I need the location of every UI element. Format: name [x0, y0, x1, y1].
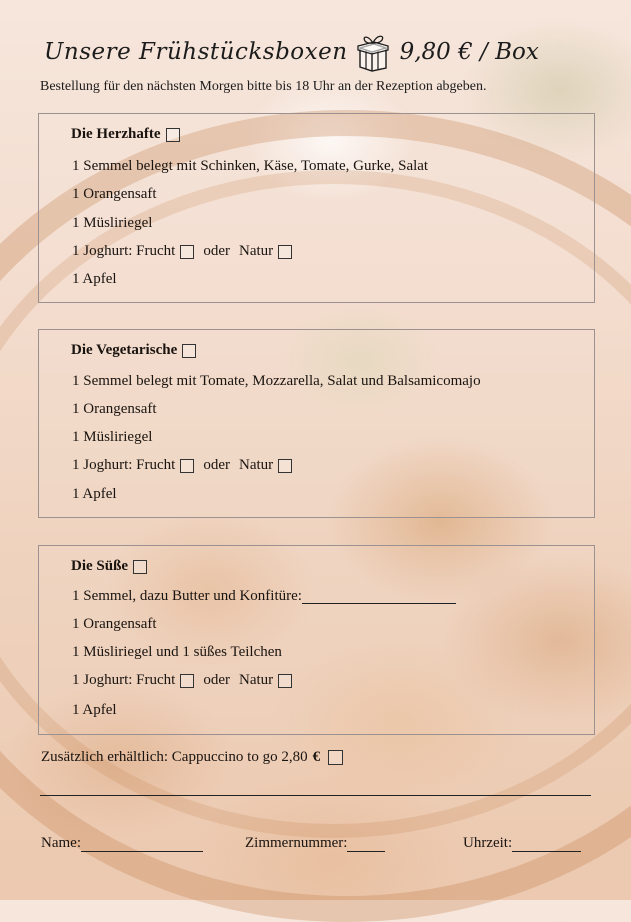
room-label: Zimmernummer:: [245, 835, 348, 851]
list-item: 1 Apfel: [72, 702, 117, 718]
extra-offer-text: Zusätzlich erhältlich: Cappuccino to go 2,80: [41, 749, 308, 765]
box-suesse: [38, 545, 595, 735]
select-suesse-checkbox[interactable]: [133, 560, 147, 574]
header: [44, 30, 539, 74]
yogurt-natur-checkbox[interactable]: [278, 674, 292, 688]
yogurt-choice: [72, 457, 292, 474]
yogurt-choice: [72, 243, 292, 260]
list-item: 1 Orangensaft: [72, 401, 157, 417]
yogurt-natur-checkbox[interactable]: [278, 459, 292, 473]
price-per-box: 9,80 € / Box: [399, 39, 539, 65]
page-title: Unsere Frühstücksboxen: [44, 39, 348, 65]
box-title: Die Herzhafte: [71, 126, 161, 142]
yogurt-natur-label: Natur: [239, 457, 274, 473]
yogurt-or: oder: [203, 457, 230, 473]
yogurt-label: 1 Joghurt: Frucht: [72, 243, 176, 259]
box-vegetarische: [38, 329, 595, 518]
list-item: 1 Orangensaft: [72, 616, 157, 632]
room-fill-line[interactable]: [347, 837, 385, 852]
list-item: 1 Müsliriegel: [72, 429, 153, 445]
list-item: 1 Apfel: [72, 271, 117, 287]
cappuccino-checkbox[interactable]: [328, 750, 343, 765]
yogurt-label: 1 Joghurt: Frucht: [72, 672, 176, 688]
box-title: Die Vegetarische: [71, 342, 178, 358]
box-title-row: [71, 558, 147, 575]
yogurt-fruit-checkbox[interactable]: [180, 459, 194, 473]
yogurt-label: 1 Joghurt: Frucht: [72, 457, 176, 473]
yogurt-fruit-checkbox[interactable]: [180, 245, 194, 259]
time-label: Uhrzeit:: [463, 835, 513, 851]
gift-box-icon: [356, 32, 390, 72]
list-item: 1 Semmel belegt mit Tomate, Mozzarella, Salat und Balsamicomajo: [72, 373, 481, 389]
list-item: 1 Müsliriegel und 1 süßes Teilchen: [72, 644, 282, 660]
jam-choice: [72, 588, 456, 605]
yogurt-natur-label: Natur: [239, 243, 274, 259]
divider-line: [40, 795, 591, 796]
list-item: 1 Orangensaft: [72, 186, 157, 202]
jam-fill-line[interactable]: [302, 589, 456, 604]
yogurt-natur-label: Natur: [239, 672, 274, 688]
extra-offer: [41, 749, 343, 766]
list-item: 1 Semmel, dazu Butter und Konfitüre:: [72, 588, 302, 604]
yogurt-choice: [72, 672, 292, 689]
yogurt-natur-checkbox[interactable]: [278, 245, 292, 259]
room-field: [245, 835, 385, 852]
box-title: Die Süße: [71, 558, 129, 574]
box-title-row: [71, 342, 196, 359]
currency-symbol: €: [312, 749, 321, 765]
name-label: Name:: [41, 835, 81, 851]
list-item: 1 Apfel: [72, 486, 117, 502]
box-title-row: [71, 126, 180, 143]
name-fill-line[interactable]: [81, 837, 203, 852]
yogurt-fruit-checkbox[interactable]: [180, 674, 194, 688]
list-item: 1 Semmel belegt mit Schinken, Käse, Tomate, Gurke, Salat: [72, 158, 429, 174]
name-field: [41, 835, 203, 852]
yogurt-or: oder: [203, 672, 230, 688]
select-herzhafte-checkbox[interactable]: [166, 128, 180, 142]
time-field: [463, 835, 581, 852]
order-instructions: Bestellung für den nächsten Morgen bitte bis 18 Uhr an der Rezeption abgeben.: [40, 79, 487, 94]
box-herzhafte: [38, 113, 595, 303]
select-vegetarische-checkbox[interactable]: [182, 344, 196, 358]
yogurt-or: oder: [203, 243, 230, 259]
list-item: 1 Müsliriegel: [72, 215, 153, 231]
time-fill-line[interactable]: [512, 837, 581, 852]
